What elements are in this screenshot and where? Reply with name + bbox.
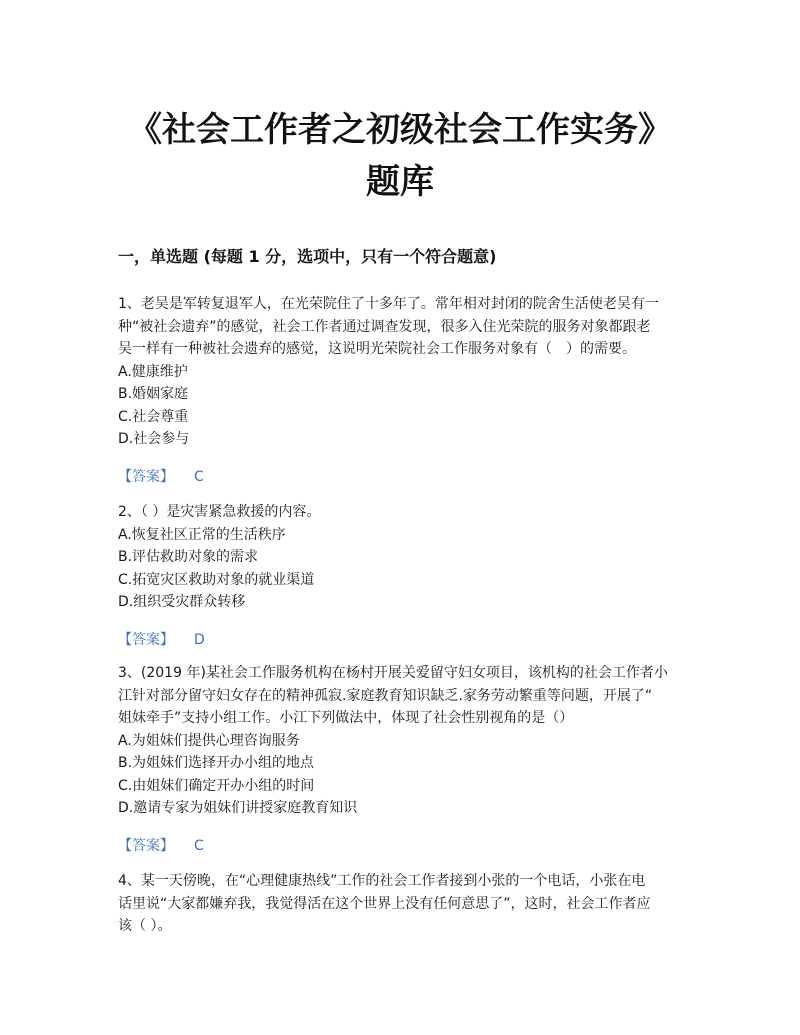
answer-value: C bbox=[194, 837, 204, 854]
answer-value: D bbox=[194, 631, 205, 648]
question-stem-line: 4、某一天傍晚，在“心理健康热线”工作的社会工作者接到小张的一个电话，小张在电 bbox=[118, 873, 646, 889]
option-b: B.评估救助对象的需求 bbox=[118, 549, 259, 565]
option-a: A.为姐妹们提供心理咨询服务 bbox=[118, 732, 300, 749]
question-4 bbox=[118, 870, 686, 938]
answer-label: 【答案】 bbox=[118, 631, 174, 648]
option-a: A.恢复社区正常的生活秩序 bbox=[118, 526, 286, 543]
option-c: C.拓宽灾区救助对象的就业渠道 bbox=[118, 571, 315, 588]
option-c: C.由姐妹们确定开办小组的时间 bbox=[118, 777, 315, 794]
question-stem-line: 吴一样有一种被社会遗弃的感觉，这说明光荣院社会工作服务对象有（ ）的需要。 bbox=[118, 341, 636, 357]
section-heading: 一，单选题 (每题 1 分，选项中，只有一个符合题意) bbox=[118, 247, 497, 266]
question-stem-line: 1、老吴是军转复退军人，在光荣院住了十多年了。常年相对封闭的院舍生活使老吴有一 bbox=[118, 296, 659, 312]
answer-line bbox=[118, 835, 686, 857]
answer-value: C bbox=[194, 468, 204, 485]
option-d: D.社会参与 bbox=[118, 431, 190, 447]
answer-label: 【答案】 bbox=[118, 468, 174, 485]
option-d: D.组织受灾群众转移 bbox=[118, 594, 246, 610]
document-title-line-2: 题库 bbox=[366, 162, 434, 202]
option-c: C.社会尊重 bbox=[118, 408, 189, 425]
option-a: A.健康维护 bbox=[118, 363, 188, 380]
question-stem-line: 姐妹牵手”支持小组工作。小江下列做法中，体现了社会性别视角的是（） bbox=[118, 710, 574, 726]
option-b: B.婚姻家庭 bbox=[118, 386, 189, 402]
document-title-line-1: 《社会工作者之初级社会工作实务》 bbox=[128, 110, 672, 150]
question-stem-line: 3、(2019 年)某社会工作服务机构在杨村开展关爱留守妇女项目，该机构的社会工作者小 bbox=[118, 665, 668, 681]
answer-line bbox=[118, 629, 686, 651]
question-stem-line: 该（ ）。 bbox=[118, 918, 172, 934]
answer-line bbox=[118, 466, 686, 488]
question-2 bbox=[118, 501, 686, 651]
option-b: B.为姐妹们选择开办小组的地点 bbox=[118, 755, 315, 771]
question-stem-line: 2、（ ）是灾害紧急救援的内容。 bbox=[118, 504, 321, 520]
question-3 bbox=[118, 662, 686, 857]
question-stem-line: 话里说“大家都嫌弃我，我觉得活在这个世界上没有任何意思了”，这时，社会工作者应 bbox=[118, 895, 651, 912]
question-stem-line: 江针对部分留守妇女存在的精神孤寂.家庭教育知识缺乏.家务劳动繁重等问题，开展了“ bbox=[118, 687, 653, 704]
question-1 bbox=[118, 293, 686, 488]
answer-label: 【答案】 bbox=[118, 837, 174, 854]
question-stem-line: 种“被社会遗弃”的感觉，社会工作者通过调查发现，很多入住光荣院的服务对象都跟老 bbox=[118, 318, 651, 335]
option-d: D.邀请专家为姐妹们讲授家庭教育知识 bbox=[118, 800, 358, 816]
